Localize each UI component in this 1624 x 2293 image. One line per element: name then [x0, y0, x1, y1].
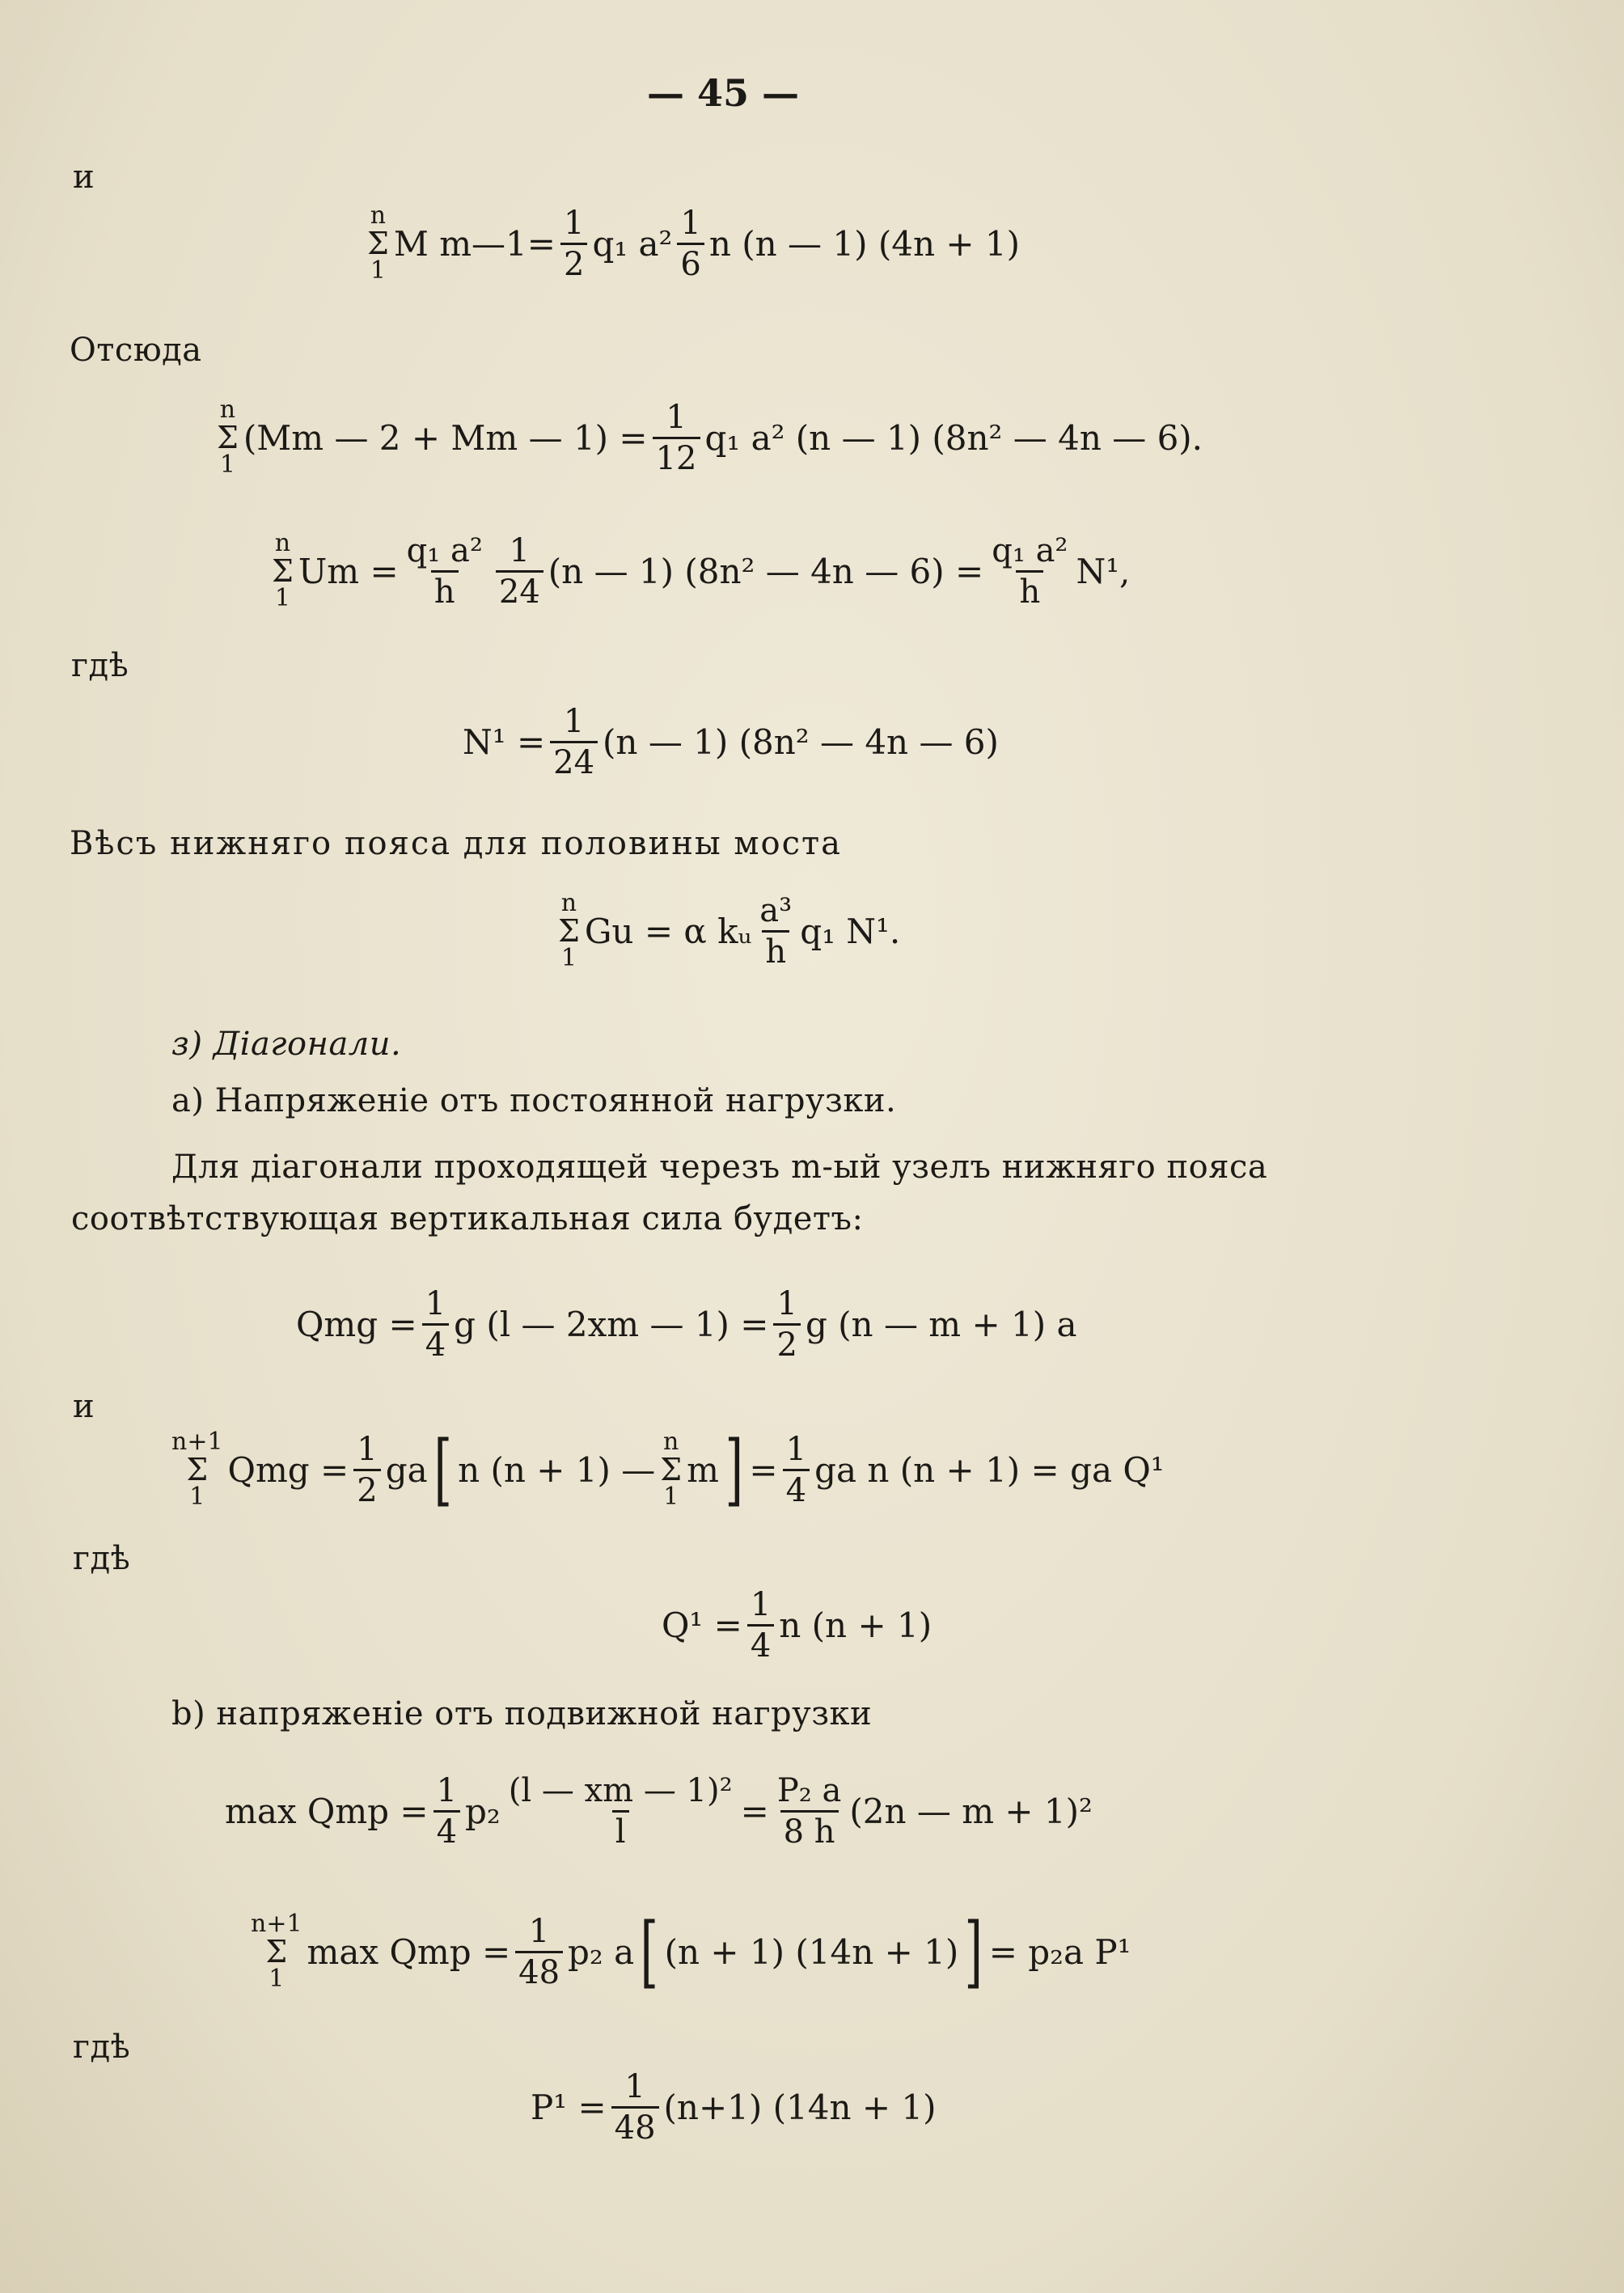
fraction: $\frac{\text{q₁ a²}}{h}$: [992, 531, 1068, 611]
equation-5: n Σ 1 Gu = α kᵤ $\frac{\text{a³}}{h}$ q₁ N¹.: [558, 889, 901, 972]
word-otsyuda: Отсюда: [70, 332, 202, 369]
equation-8: Q¹ = $\frac{1}{4}$ n (n + 1): [662, 1586, 933, 1665]
sum-symbol: n+1 Σ 1: [251, 1910, 302, 1993]
sum-symbol: n+1 Σ 1: [171, 1428, 223, 1511]
fraction: $\frac{1}{48}$: [515, 1912, 563, 1992]
equation-2: n Σ 1 (Mm — 2 + Mm — 1) = $\frac{1}{12}$ q₁ a² (n — 1) (8n² — 4n — 6).: [217, 396, 1203, 479]
page-number: — 45 —: [647, 71, 800, 115]
fraction: $\frac{1}{48}$: [611, 2067, 659, 2147]
paragraph-line-2: соотвѣтствующая вертикальная сила будетъ:: [71, 1200, 864, 1237]
sum-symbol: n Σ 1: [660, 1428, 683, 1511]
equation-11: P¹ = $\frac{1}{48}$ (n+1) (14n + 1): [531, 2068, 937, 2147]
equation-4: N¹ = $\frac{1}{24}$ (n — 1) (8n² — 4n — 6): [463, 703, 999, 781]
fraction: $\frac{1}{2}$: [773, 1284, 800, 1364]
sum-symbol: n Σ 1: [367, 201, 389, 285]
word-i-1: и: [73, 159, 95, 196]
equation-1: n Σ 1 M m—1= $\frac{1}{2}$ q₁ a² $\frac{1}{6}$ n (n — 1) (4n + 1): [367, 201, 1020, 285]
section-heading-diagonals: з) Діагонали.: [171, 1026, 402, 1063]
fraction: $\frac{1}{4}$: [422, 1284, 449, 1364]
word-gde-1: гдѣ: [71, 647, 129, 684]
bracket-close: ]: [725, 1424, 743, 1515]
fraction: $\frac{\text{a³}}{h}$: [759, 891, 793, 971]
subheading-b: b) напряженіе отъ подвижной нагрузки: [171, 1695, 873, 1732]
equation-3: n Σ 1 Um = $\frac{\text{q₁ a²}}{h}$ $\frac{1}{24}$ (n — 1) (8n² — 4n — 6) = $\frac{\text{q₁ a²}}{h}$ N¹,: [272, 529, 1131, 612]
fraction: $\frac{1}{24}$: [496, 531, 543, 611]
word-gde-3: гдѣ: [73, 2029, 131, 2066]
sum-symbol: n Σ 1: [217, 396, 239, 479]
fraction: $\frac{1}{24}$: [550, 702, 598, 782]
paragraph-line-1: Для діагонали проходящей черезъ m-ый узелъ нижняго пояса: [171, 1149, 1268, 1186]
bracket-open: [: [640, 1906, 659, 1997]
fraction: $\frac{1}{2}$: [353, 1430, 380, 1510]
text-ves: Вѣсъ нижняго пояса для половины моста: [70, 825, 842, 862]
fraction: $\frac{1}{12}$: [653, 398, 700, 478]
fraction: $\frac{1}{2}$: [560, 204, 587, 284]
fraction: $\frac{1}{4}$: [433, 1771, 460, 1851]
fraction: $\frac{1}{4}$: [783, 1430, 810, 1510]
sum-symbol: n Σ 1: [558, 889, 580, 972]
equation-10: n+1 Σ 1 max Qmp = $\frac{1}{48}$ p₂ a [ (n + 1) (14n + 1) ] = p₂a P¹: [251, 1906, 1131, 1997]
bracket-open: [: [433, 1424, 452, 1515]
fraction: $\frac{\text{(l — xm — 1)²}}{l}$: [508, 1772, 733, 1851]
fraction: $\frac{1}{6}$: [677, 204, 704, 284]
word-i-2: и: [73, 1388, 95, 1425]
bracket-close: ]: [964, 1906, 983, 1997]
equation-7: n+1 Σ 1 Qmg = $\frac{1}{2}$ ga [ n (n + 1) — n Σ 1 m ] = $\frac{1}{4}$ ga n (n + 1) = ga Q¹: [171, 1424, 1165, 1515]
sum-symbol: n Σ 1: [272, 529, 294, 612]
subheading-a: а) Напряженіе отъ постоянной нагрузки.: [171, 1082, 897, 1119]
equation-6: Qmg = $\frac{1}{4}$ g (l — 2xm — 1) = $\frac{1}{2}$ g (n — m + 1) a: [296, 1285, 1077, 1364]
fraction: $\frac{\text{q₁ a²}}{h}$: [406, 531, 483, 611]
equation-9: max Qmp = $\frac{1}{4}$ p₂ $\frac{\text{(l — xm — 1)²}}{l}$ = $\frac{\text{P₂ a}}{8 h}$ (2n — m + 1)²: [225, 1772, 1093, 1851]
word-gde-2: гдѣ: [73, 1540, 131, 1577]
fraction: $\frac{\text{P₂ a}}{8 h}$: [776, 1772, 842, 1851]
fraction: $\frac{1}{4}$: [747, 1585, 774, 1665]
